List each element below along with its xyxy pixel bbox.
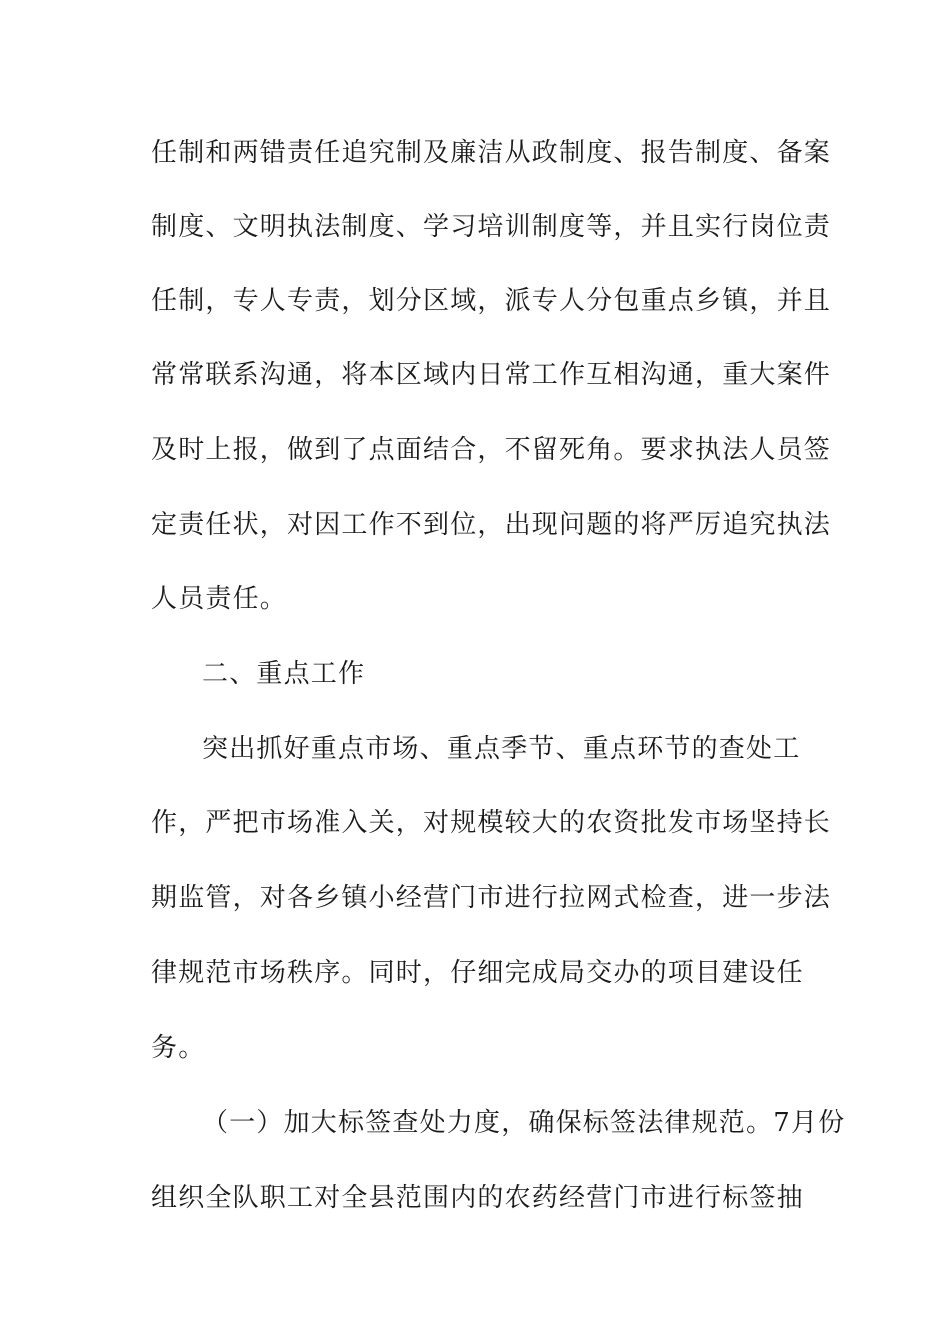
subsection-line-1: （一）加大标签查处力度，确保标签法律规范。7月份	[202, 1108, 846, 1138]
paragraph-line-12: 务。	[151, 1033, 206, 1063]
paragraph-line-6: 定责任状，对因工作不到位，出现问题的将严厉追究执法	[151, 510, 832, 540]
paragraph-line-7: 人员责任。	[151, 584, 288, 614]
paragraph-line-8: 突出抓好重点市场、重点季节、重点环节的查处工	[202, 734, 801, 764]
paragraph-line-5: 及时上报，做到了点面结合，不留死角。要求执法人员签	[151, 435, 832, 465]
paragraph-line-9: 作，严把市场准入关，对规模较大的农资批发市场坚持长	[151, 808, 832, 838]
paragraph-line-1: 任制和两错责任追究制及廉洁从政制度、报告制度、备案	[151, 138, 832, 168]
paragraph-line-3: 任制，专人专责，划分区域，派专人分包重点乡镇，并且	[151, 286, 832, 316]
paragraph-line-4: 常常联系沟通，将本区域内日常工作互相沟通，重大案件	[151, 360, 832, 390]
paragraph-line-2: 制度、文明执法制度、学习培训制度等，并且实行岗位责	[151, 212, 832, 242]
section-heading: 二、重点工作	[202, 659, 366, 689]
paragraph-line-11: 律规范市场秩序。同时，仔细完成局交办的项目建设任	[151, 958, 804, 988]
subsection-line-2: 组织全队职工对全县范围内的农药经营门市进行标签抽	[151, 1183, 804, 1213]
paragraph-line-10: 期监管，对各乡镇小经营门市进行拉网式检查，进一步法	[151, 883, 832, 913]
